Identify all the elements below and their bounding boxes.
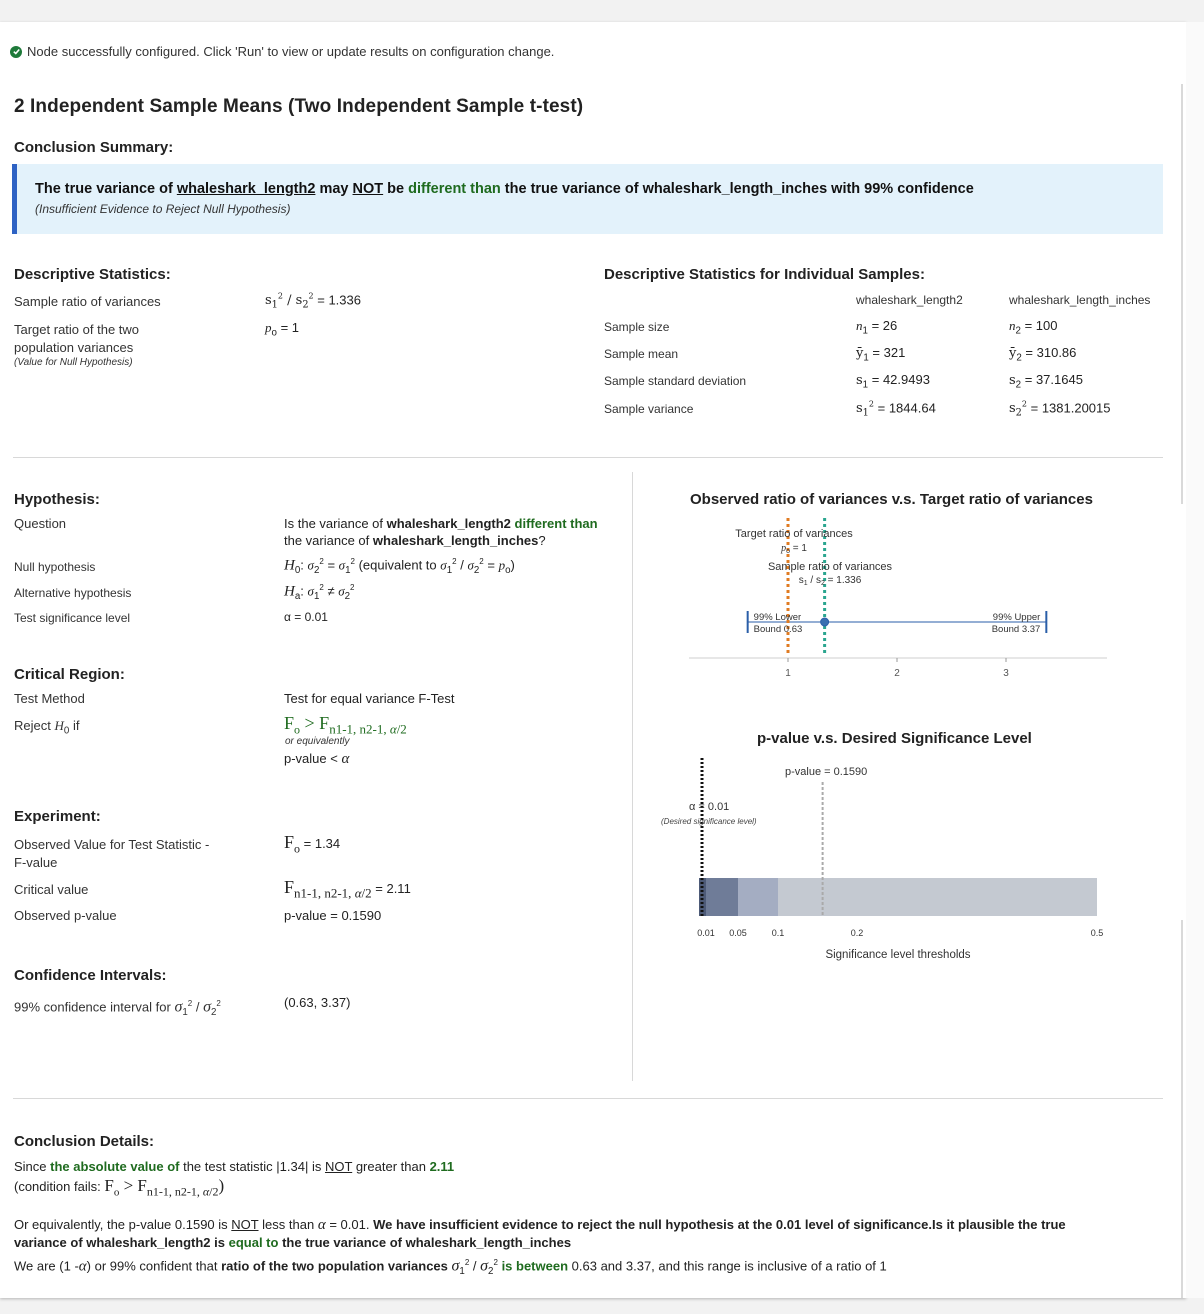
critical-heading: Critical Region: (14, 666, 125, 683)
divider-top (13, 457, 1163, 458)
threshold-tick-label: 0.1 (771, 928, 785, 938)
test-method-label: Test Method (14, 691, 85, 706)
null-hypothesis-label: Null hypothesis (14, 560, 96, 574)
question-label: Question (14, 516, 67, 531)
scrollbar-thumb-bottom[interactable] (1181, 920, 1183, 1298)
descriptive-heading: Descriptive Statistics: (14, 266, 171, 283)
threshold-tick-label: 0.05 (729, 928, 747, 938)
pvalue-label: p-value = 0.1590 (785, 766, 868, 778)
divider-bottom (13, 1098, 1163, 1099)
or-equivalently: or equivalently (285, 736, 350, 747)
target-ratio-label: Target ratio of variances (735, 528, 853, 540)
sample2-mean: $ȳ_2 = 310.86$ (1009, 345, 1077, 364)
observed-stat-value: $F_o = 1.34$ (284, 832, 341, 856)
conclusion-main-text: The true variance of whaleshark_length2 may NOT be different than the true variance of whaleshark_length_inches with 99% confidence (35, 181, 974, 197)
sample1-sd: $s_1 = 42.9493$ (856, 372, 930, 391)
x-tick-label: 2 (894, 668, 900, 679)
sig-level-value: α = 0.01 (284, 610, 328, 624)
page-title: 2 Independent Sample Means (Two Independent Sample t-test) (14, 96, 584, 117)
pvalue-chart (655, 752, 1125, 967)
conclusion-banner (12, 164, 1163, 234)
threshold-tick-label: 0.01 (697, 928, 715, 938)
ci-lower-label-2: Bound 0.63 (753, 624, 803, 635)
pvalue-x-label: Significance level thresholds (825, 949, 971, 961)
sample-ratio-label: Sample ratio of variances (767, 561, 893, 573)
conclusion-line-4: variance of whaleshark_length2 is equal to the true variance of whaleshark_length_inches (14, 1235, 572, 1250)
status-message (10, 44, 554, 59)
conclusion-line-1: Since the absolute value of the test statistic |1.34| is NOT greater than 2.11 (14, 1159, 455, 1174)
test-method-value: Test for equal variance F-Test (284, 691, 455, 706)
observed-stat-label: Observed Value for Test Statistic - F-value (14, 837, 210, 870)
critical-value: $F_{n1-1, n2-1, \alpha/2} = 2.11$ (284, 877, 411, 901)
null-hypothesis-value: $H_0$: $\sigma_2^2 = \sigma_1^2$ (equivalent to $\sigma_1^2 / \sigma_2^2 = p_o$) (284, 557, 515, 576)
col-header-sample1: whaleshark_length2 (856, 293, 963, 307)
sample1-mean: $ȳ_1 = 321$ (856, 345, 906, 364)
pvalue-rule: p-value < α (284, 751, 350, 767)
ci-upper-label-2: Bound 3.37 (991, 624, 1041, 635)
sample2-sd: $s_2 = 37.1645$ (1009, 372, 1083, 391)
x-tick-label: 3 (1003, 668, 1009, 679)
row-label-sd: Sample standard deviation (604, 374, 747, 388)
conclusion-sub-text: (Insufficient Evidence to Reject Null Hypothesis) (35, 202, 291, 216)
target-value: $p_o = 1$ (265, 320, 299, 339)
sample1-size: $n_1 = 26$ (856, 318, 898, 337)
conclusion-line-5: We are (1 -α) or 99% confident that ratio of the two population variances $\sigma_1^2 / \sigma_2^2$ is between 0.63 and 3.37, and this range is inclusive of a ratio of 1 (14, 1257, 887, 1277)
row-label-mean: Sample mean (604, 347, 679, 361)
conclusion-details-heading: Conclusion Details: (14, 1133, 155, 1150)
target-ratio-value: $p_o = 1$ (781, 543, 807, 555)
sample2-size: $n_2 = 100$ (1009, 318, 1058, 337)
sample-ratio-value: $s_1 / s_2 = 1.336$ (798, 575, 862, 587)
scrollbar-track[interactable] (1186, 22, 1204, 1298)
conclusion-line-2: (condition fails: $F_o > F_{n1-1, n2-1, \alpha/2}$) (14, 1176, 225, 1199)
row-label-variance: Sample variance (604, 402, 694, 416)
x-tick-label: 1 (785, 668, 791, 679)
threshold-tick-label: 0.5 (1090, 928, 1104, 938)
observed-pvalue: p-value = 0.1590 (284, 908, 382, 923)
reject-rule: $F_o > F_{n1-1, n2-1, \alpha/2}$ (284, 713, 407, 737)
divider-vertical (632, 472, 633, 1081)
question-text: Is the variance of whaleshark_length2 different than the variance of whaleshark_length_inches? (284, 516, 598, 548)
threshold-tick-label: 0.2 (850, 928, 864, 938)
ratio-value: $s_1^2 / s_2^2 = 1.336$ (265, 292, 361, 311)
chart1-title: Observed ratio of variances v.s. Target ratio of variances (690, 491, 1093, 508)
conclusion-summary-heading: Conclusion Summary: (14, 139, 174, 156)
row-label-size: Sample size (604, 320, 670, 334)
ci-upper-label-1: 99% Upper (992, 612, 1041, 623)
alpha-note: (Desired significance level) (661, 817, 757, 826)
alpha-label: α = 0.01 (689, 801, 730, 813)
sample1-variance: $s_1^2 = 1844.64$ (856, 400, 936, 419)
experiment-heading: Experiment: (14, 808, 101, 825)
col-header-sample2: whaleshark_length_inches (1009, 293, 1151, 307)
critical-value-label: Critical value (14, 882, 89, 897)
observed-pvalue-label: Observed p-value (14, 908, 117, 923)
sample2-variance: $s_2^2 = 1381.20015$ (1009, 400, 1111, 419)
hypothesis-heading: Hypothesis: (14, 491, 100, 508)
sig-level-label: Test significance level (14, 611, 131, 625)
ci-value: (0.63, 3.37) (284, 995, 351, 1010)
ratio-label: Sample ratio of variances (14, 294, 161, 309)
ratio-chart (660, 512, 1130, 684)
conclusion-line-3: Or equivalently, the p-value 0.1590 is NOT less than α = 0.01. We have insufficient evidence to reject the null hypothesis at the 0.01 level of significance.Is it plausible the true (14, 1217, 1066, 1233)
individual-heading: Descriptive Statistics for Individual Samples: (604, 266, 925, 283)
ci-label: 99% confidence interval for $\sigma_1^2 / \sigma_2^2$ (14, 998, 221, 1018)
ci-heading: Confidence Intervals: (14, 967, 167, 984)
status-text: Node successfully configured. Click 'Run' to view or update results on configuration change. (27, 44, 555, 59)
ci-lower-label-1: 99% Lower (753, 612, 802, 623)
alt-hypothesis-label: Alternative hypothesis (14, 586, 132, 600)
reject-label: Reject $H_0$ if (14, 718, 80, 737)
scrollbar-thumb-top[interactable] (1181, 84, 1183, 504)
alt-hypothesis-value: $H_a$: $\sigma_1^2 \ne \sigma_2^2$ (284, 583, 355, 602)
target-label: Target ratio of the two population variances (Value for Null Hypothesis) (14, 322, 140, 368)
check-icon (10, 46, 22, 58)
chart2-title: p-value v.s. Desired Significance Level (757, 730, 1032, 747)
sample-ratio-point (821, 618, 829, 626)
